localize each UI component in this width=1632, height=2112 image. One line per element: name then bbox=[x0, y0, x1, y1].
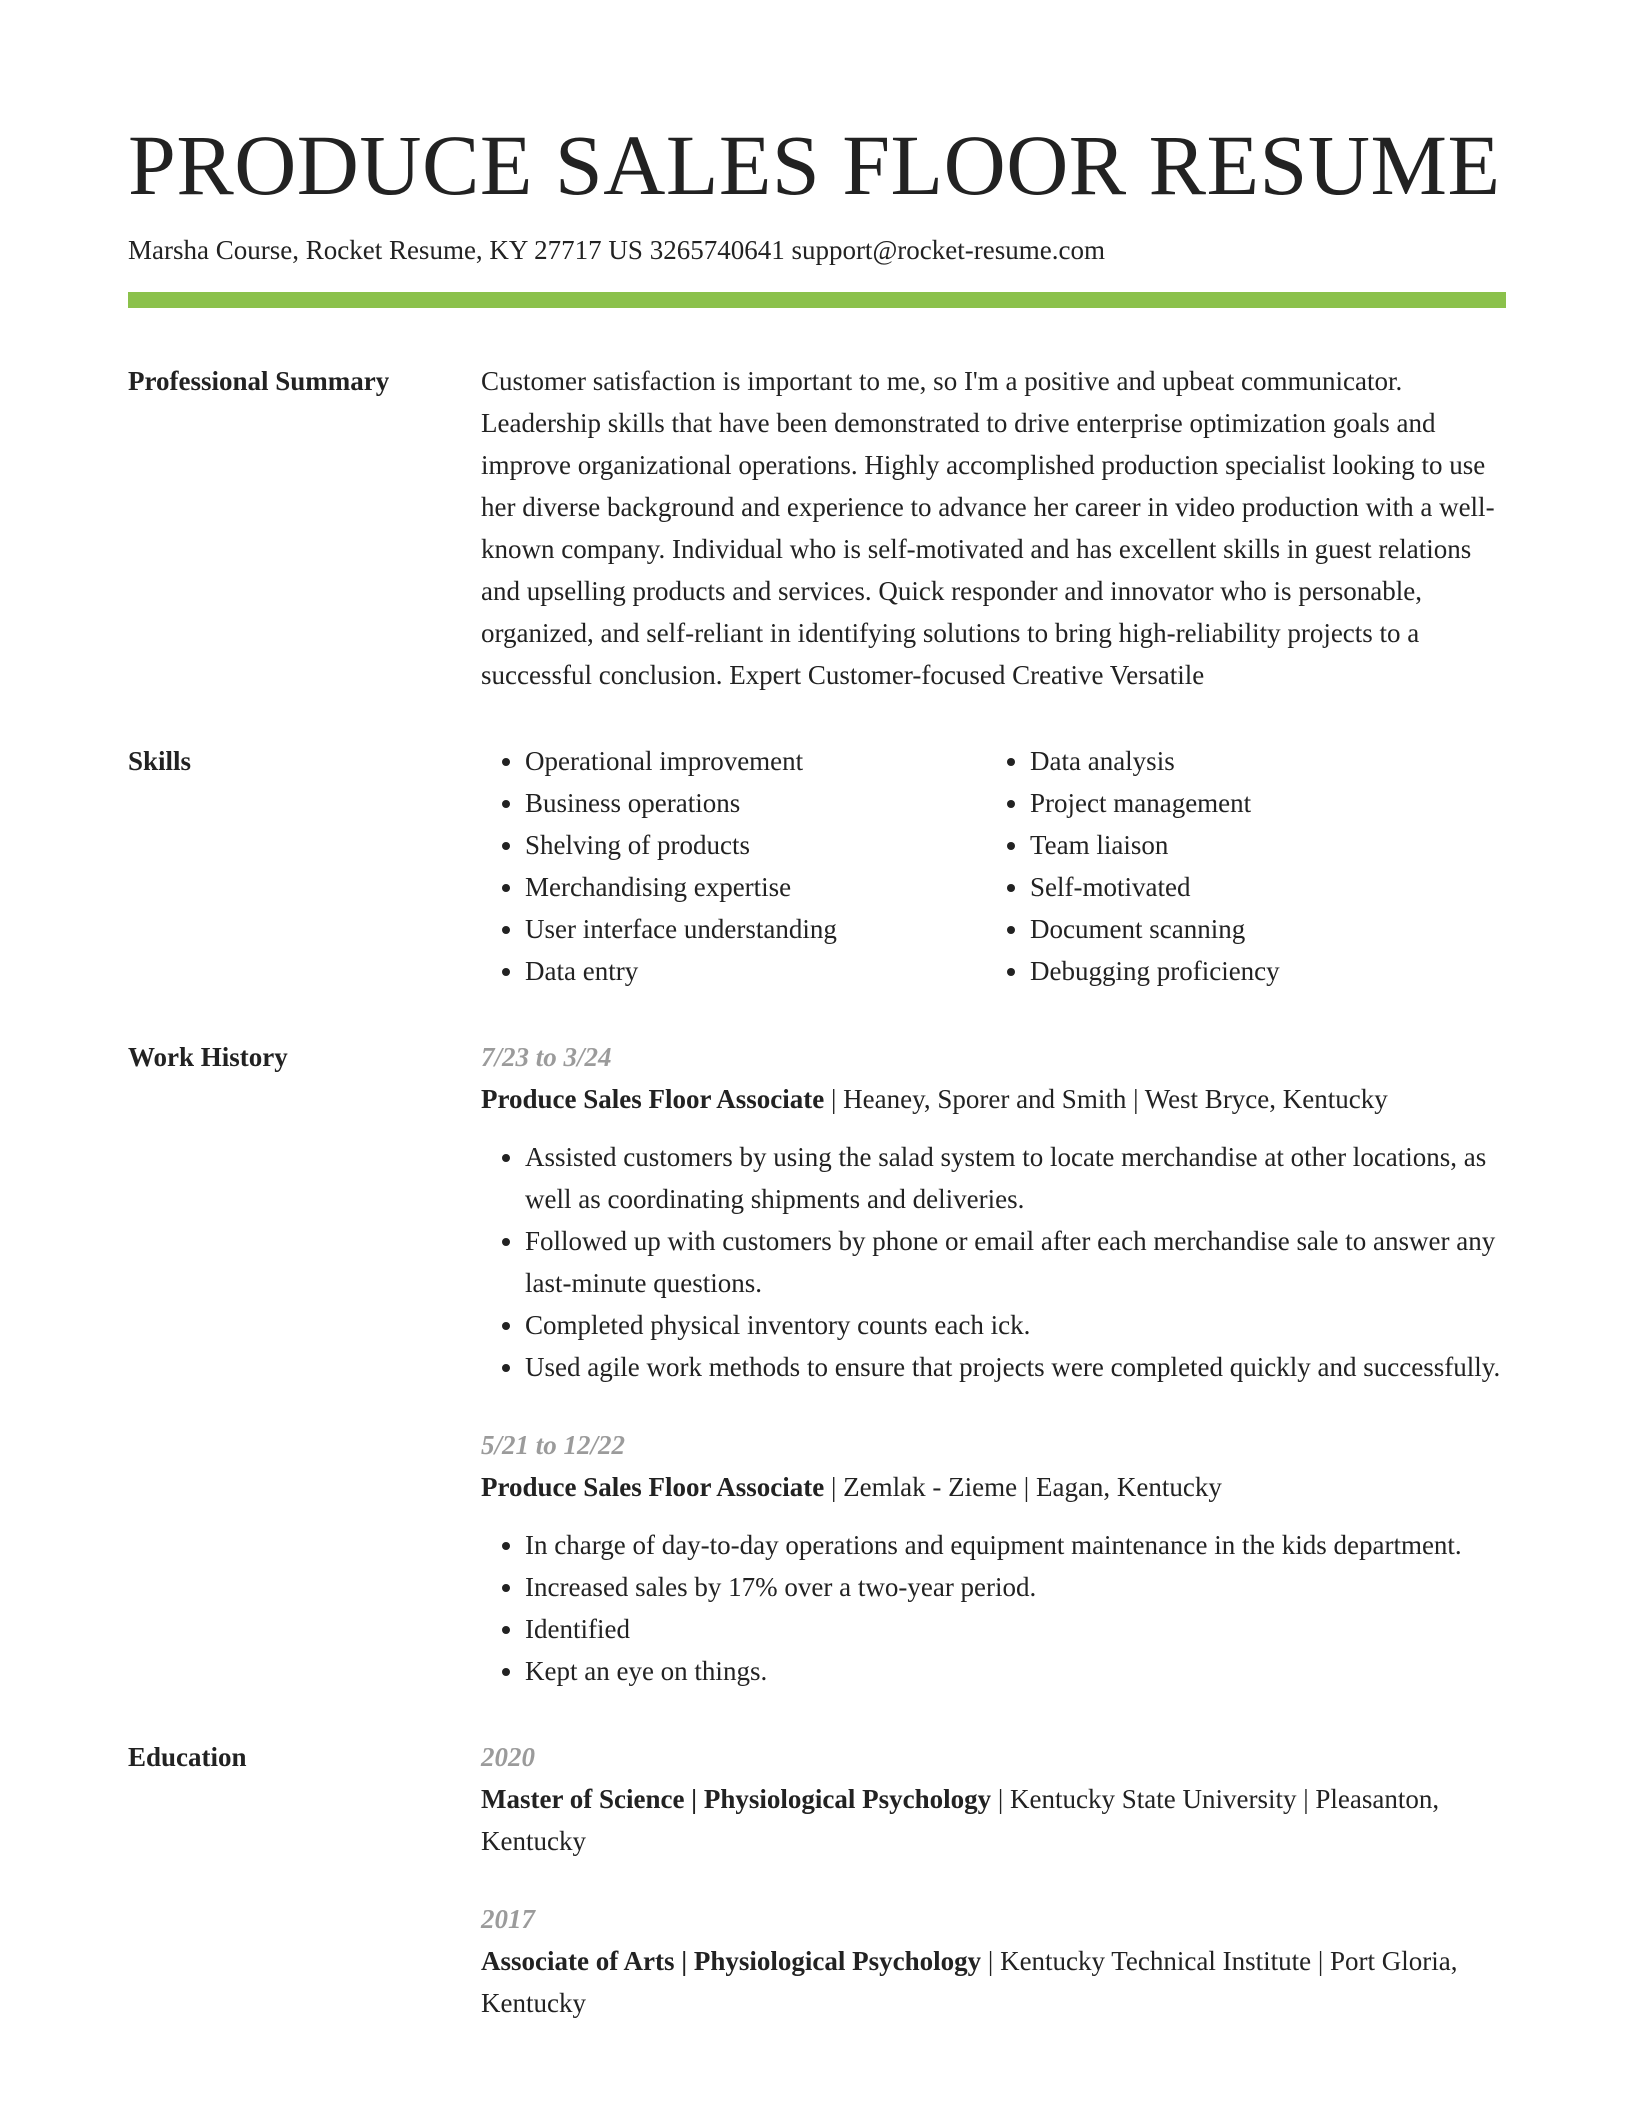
job-bullet: • Completed physical inventory counts each ick. bbox=[525, 1304, 1506, 1346]
education-year: 2017 bbox=[481, 1903, 535, 1934]
job-title: Produce Sales Floor Associate bbox=[481, 1083, 825, 1114]
skill-item: • Project management bbox=[1030, 782, 1506, 824]
skill-item: • Data entry bbox=[525, 950, 986, 992]
skill-item: • Shelving of products bbox=[525, 824, 986, 866]
job-title: Produce Sales Floor Associate bbox=[481, 1471, 825, 1502]
skills-section bbox=[128, 740, 1506, 992]
job-header bbox=[481, 1078, 1506, 1120]
education-header bbox=[481, 1940, 1506, 2024]
education-degree: Master of Science | Physiological Psychology bbox=[481, 1783, 992, 1814]
job-bullet: • Kept an eye on things. bbox=[525, 1650, 1506, 1692]
job-header bbox=[481, 1466, 1506, 1508]
education-section bbox=[128, 1736, 1506, 2024]
skill-item: • Team liaison bbox=[1030, 824, 1506, 866]
job-bullet: • Used agile work methods to ensure that projects were completed quickly and successfully. bbox=[525, 1346, 1506, 1388]
skill-item: • Operational improvement bbox=[525, 740, 986, 782]
job-bullet: • Increased sales by 17% over a two-year period. bbox=[525, 1566, 1506, 1608]
job-details: | Zemlak - Zieme | Eagan, Kentucky bbox=[824, 1471, 1222, 1502]
work-history-section bbox=[128, 1036, 1506, 1692]
resume-title: PRODUCE SALES FLOOR RESUME bbox=[128, 117, 1501, 213]
skill-item: • Document scanning bbox=[1030, 908, 1506, 950]
skill-item: • Self-motivated bbox=[1030, 866, 1506, 908]
summary-section bbox=[128, 360, 1506, 696]
job-bullets bbox=[481, 1136, 1506, 1388]
education-year: 2020 bbox=[481, 1741, 535, 1772]
education-degree: Associate of Arts | Physiological Psychology bbox=[481, 1945, 982, 1976]
skill-item: • Business operations bbox=[525, 782, 986, 824]
education-heading: Education bbox=[128, 1741, 247, 1772]
skills-list-left bbox=[481, 740, 986, 992]
education-entry bbox=[481, 1736, 1506, 1862]
job-bullet: • Identified bbox=[525, 1608, 1506, 1650]
skills-list-right bbox=[986, 740, 1506, 992]
job-entry bbox=[481, 1424, 1506, 1692]
job-bullet: • Assisted customers by using the salad system to locate merchandise at other locations, as well as coordinating shipments and deliveries. bbox=[525, 1136, 1506, 1220]
job-details: | Heaney, Sporer and Smith | West Bryce, Kentucky bbox=[824, 1083, 1388, 1114]
job-bullet: • Followed up with customers by phone or email after each merchandise sale to answer any last-minute questions. bbox=[525, 1220, 1506, 1304]
education-details: | Kentucky Technical Institute | Port Gloria, Kentucky bbox=[481, 1945, 1458, 2018]
skill-item: • Debugging proficiency bbox=[1030, 950, 1506, 992]
skills-heading: Skills bbox=[128, 745, 192, 776]
skill-item: • User interface understanding bbox=[525, 908, 986, 950]
education-header bbox=[481, 1778, 1506, 1862]
contact-line: Marsha Course, Rocket Resume, KY 27717 US 3265740641 support@rocket-resume.com bbox=[128, 234, 1105, 265]
skill-item: • Data analysis bbox=[1030, 740, 1506, 782]
job-date: 5/21 to 12/22 bbox=[481, 1429, 626, 1460]
summary-heading: Professional Summary bbox=[128, 365, 390, 396]
resume-page bbox=[128, 118, 1506, 2024]
job-bullets bbox=[481, 1524, 1506, 1692]
work-history-heading: Work History bbox=[128, 1041, 288, 1072]
job-date: 7/23 to 3/24 bbox=[481, 1041, 612, 1072]
skill-item: • Merchandising expertise bbox=[525, 866, 986, 908]
job-entry bbox=[481, 1036, 1506, 1388]
accent-divider bbox=[128, 292, 1506, 308]
education-details: | Kentucky State University | Pleasanton, Kentucky bbox=[481, 1783, 1440, 1856]
education-entry bbox=[481, 1898, 1506, 2024]
job-bullet: • In charge of day-to-day operations and equipment maintenance in the kids department. bbox=[525, 1524, 1506, 1566]
summary-text: Customer satisfaction is important to me, so I'm a positive and upbeat communicator. Leadership skills that have been demonstrated to drive enterprise optimization goals and improve organizational operations. Highly accomplished production specialist looking to use her diverse background and experience to advance her career in video production with a well-known company. Individual who is self-motivated and has excellent skills in guest relations and upselling products and services. Quick responder and innovator who is personable, organized, and self-reliant in identifying solutions to bring high-reliability projects to a successful conclusion. Expert Customer-focused Creative Versatile bbox=[481, 365, 1495, 690]
